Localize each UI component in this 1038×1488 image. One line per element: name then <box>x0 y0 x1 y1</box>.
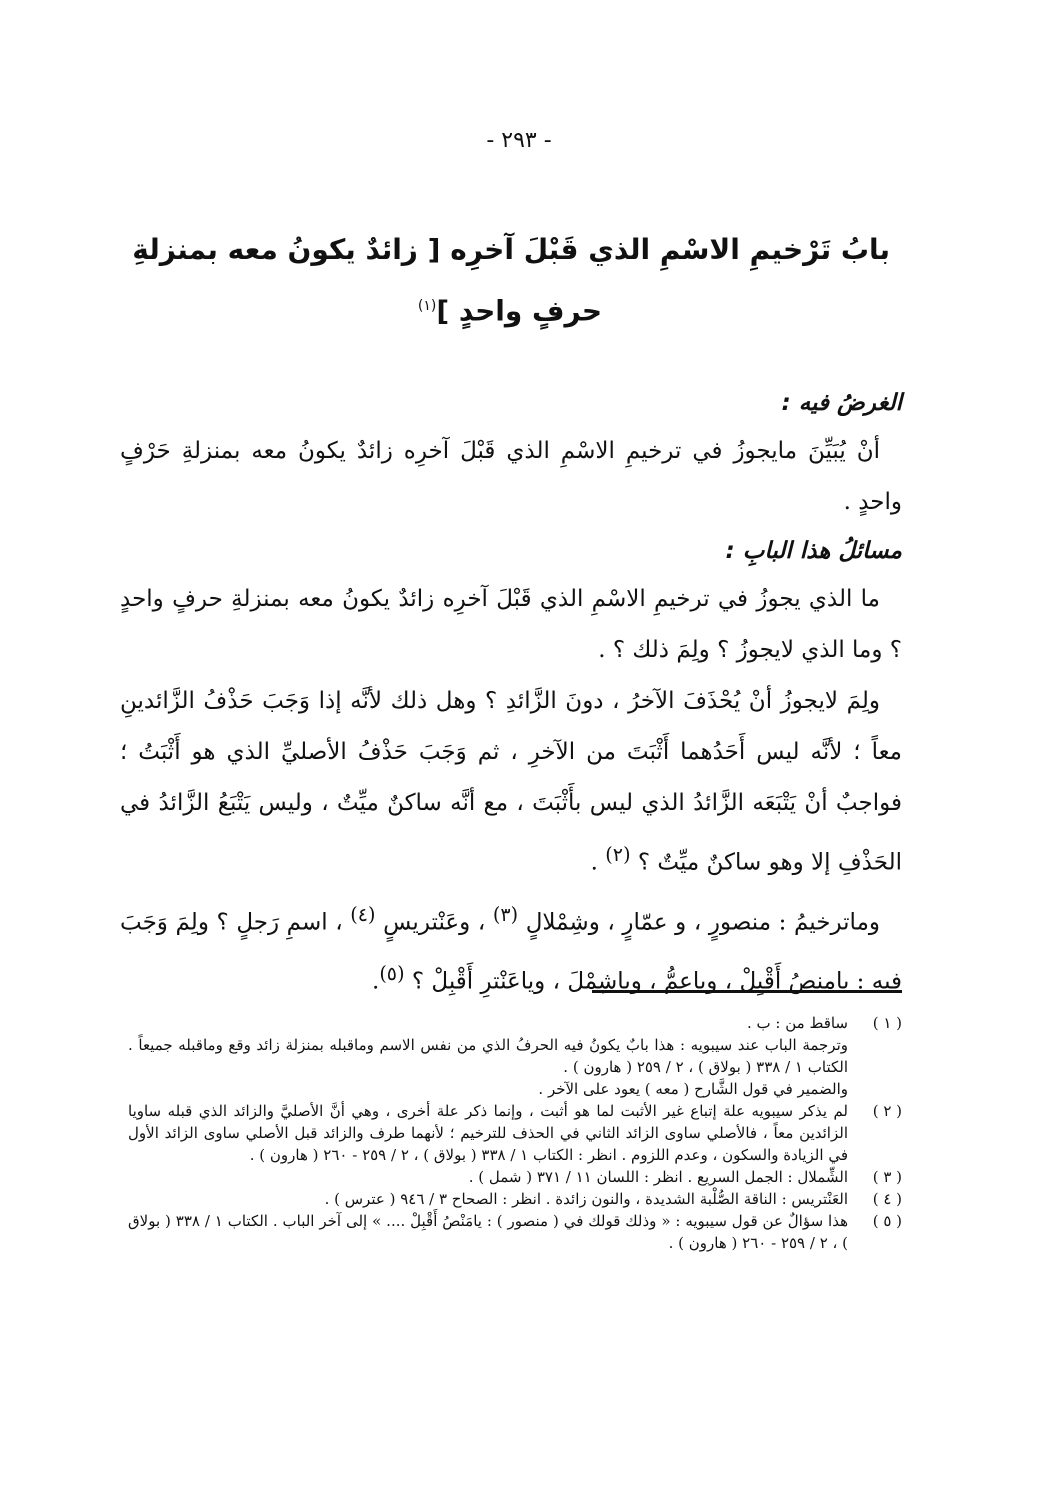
footnote-body <box>128 1012 848 1100</box>
footnote-ref-3: (٣) <box>492 902 519 926</box>
issues-paragraph-3-end: . <box>372 968 380 995</box>
footnote-ref-4: (٤) <box>350 902 376 926</box>
issues-paragraph-3-part-a: وماترخيمُ : منصورٍ ، و عمّارٍ ، وشِمْلالٍ <box>525 909 880 936</box>
footnote-line: هذا سؤالٌ عن قول سيبويه : « وذلك قولك في ( منصور ) : يامَنْصُ أَقْبِلْ .... » إلى آخر الباب . الكتاب ١ / ٣٣٨ ( بولاق ) ، ٢ / ٢٥٩ - ٢٦٠ ( هارون ) . <box>128 1212 849 1252</box>
footnote-line: الشِّملال : الجمل السريع . انظر : اللسان ١١ / ٣٧١ ( شمل ) . <box>468 1168 848 1186</box>
footnote-number: ( ٣ ) <box>872 1168 902 1186</box>
footnote-body <box>128 1100 848 1166</box>
issues-paragraph-2-text: ولِمَ لايجوزُ أنْ يُحْذَفَ الآخرُ ، دونَ الزَّائدِ ؟ وهل ذلك لأنَّه إذا وَجَبَ حَذْفُ الزَّائدينِ معاً ؛ لأنَّه ليس أَحَدُهما أَثْبَتَ من الآخرِ ، ثم وَجَبَ حَذْفُ الأصليِّ الذي هو أَثْبَتُ ؛ فواجبٌ أنْ يَتْبَعَه الزَّائدُ الذي ليس بأَثْبَتَ ، مع أنَّه ساكنٌ ميِّتٌ ، وليس يَتْبَعُ الزَّائدُ في الحَذْفِ إلا وهو ساكنٌ ميِّتٌ ؟ <box>120 688 902 876</box>
footnote-number: ( ٢ ) <box>872 1102 902 1120</box>
issues-heading: مسائلُ هذا البابِ : <box>725 538 902 564</box>
footnotes <box>128 1012 902 1254</box>
footnote-line: لم يذكر سيبويه علة إتباع غير الأثبت لما هو أثبت ، وإنما ذكر علة أخرى ، وهي أنَّ الأصليَّ والزائد الذي قبله ساويا الزائدين معاً ، فالأصلي ساوى الزائد الثاني في الحذف للترخيم ؛ لأنهما طرف والزائد قبل الأصلي ساوى الزائد الأول في الزيادة والسكون ، وعدم اللزوم . انظر : الكتاب ١ / ٣٣٨ ( بولاق ) ، ٢ / ٢٥٩ - ٢٦٠ ( هارون ) . <box>128 1102 848 1164</box>
chapter-title <box>130 222 890 339</box>
footnote-line: العَنْتريس : الناقة الصُّلْبة الشديدة ، والنون زائدة . انظر : الصحاح ٣ / ٩٤٦ ( عترس ) . <box>324 1190 848 1208</box>
purpose-text: أنْ يُبَيِّنَ مايجوزُ في ترخيمِ الاسْمِ الذي قَبْلَ آخرِه زائدٌ يكونُ معه بمنزلةِ حَرْفٍ واحدٍ . <box>120 438 902 515</box>
footnote-line: ساقط من : ب . <box>746 1014 848 1032</box>
footnote-number: ( ١ ) <box>872 1014 902 1032</box>
footnote-1 <box>128 1012 902 1100</box>
purpose-heading: الغرضُ فيه : <box>781 390 902 416</box>
issues-paragraph-2: ولِمَ لايجوزُ أنْ يُحْذَفَ الآخرُ ، دونَ الزَّائدِ ؟ وهل ذلك لأنَّه إذا وَجَبَ حَذْفُ الزَّائدينِ معاً ؛ لأنَّه ليس أَحَدُهما أَثْبَتَ من الآخرِ ، ثم وَجَبَ حَذْفُ الأصليِّ الذي هو أَثْبَتُ ؛ فواجبٌ أنْ يَتْبَعَه الزَّائدُ الذي ليس بأَثْبَتَ ، مع أنَّه ساكنٌ ميِّتٌ ، وليس يَتْبَعُ الزَّائدُ في الحَذْفِ إلا وهو ساكنٌ ميِّتٌ ؟ $^{(٢)}$ . <box>120 688 902 876</box>
footnote-ref-5: (٥) <box>379 962 405 986</box>
chapter-title-line-2-text: حرفٍ واحدٍ ] <box>436 294 603 328</box>
issues-paragraph-1: ما الذي يجوزُ في ترخيمِ الاسْمِ الذي قَبْلَ آخرِه زائدٌ يكونُ معه بمنزلةِ حرفٍ واحدٍ ؟ وما الذي لايجوزُ ؟ ولِمَ ذلك ؟ . <box>120 586 902 663</box>
footnote-number: ( ٥ ) <box>872 1212 902 1230</box>
main-text <box>120 380 902 1008</box>
footnote-line: وترجمة الباب عند سيبويه : هذا بابٌ يكونُ فيه الحرفُ الذي من نفس الاسم وماقبله بمنزلة زائد وقع وماقبله جميعاً . الكتاب ١ / ٣٣٨ ( بولاق ) ، ٢ / ٢٥٩ ( هارون ) . <box>128 1036 848 1076</box>
issues-paragraph-3-part-b: ، وعَنْتريسٍ <box>383 909 486 936</box>
footnote-number: ( ٤ ) <box>872 1190 902 1208</box>
chapter-title-line-1: بابُ تَرْخيمِ الاسْمِ الذي قَبْلَ آخرِه [ زائدٌ يكونُ معه بمنزلةِ <box>132 233 890 266</box>
footnote-ref-2: (٢) <box>605 843 631 866</box>
footnote-line: والضمير في قول الشَّارح ( معه ) يعود على الآخر . <box>538 1080 848 1098</box>
footnote-4 <box>128 1188 902 1210</box>
footnote-ref-1: (١) <box>417 298 437 314</box>
chapter-title-line-2 <box>130 278 890 339</box>
footnote-2 <box>128 1100 902 1166</box>
footnote-separator <box>592 990 902 993</box>
footnote-5 <box>128 1210 902 1254</box>
footnote-body <box>128 1188 848 1210</box>
page-number: - ٢٩٣ - <box>486 128 552 153</box>
footnote-body <box>128 1166 848 1188</box>
footnote-3 <box>128 1166 902 1188</box>
issues-paragraph-3-part-c: ، اسمِ رَجلٍ ؟ ولِمَ وَجَبَ فيه : يامنصُ أَقْبِلْ ، وياعمُّ ، وياشِمْلَ ، وياعَنْترِ أَقْبِلْ ؟ <box>120 909 902 995</box>
footnote-body <box>128 1210 848 1254</box>
